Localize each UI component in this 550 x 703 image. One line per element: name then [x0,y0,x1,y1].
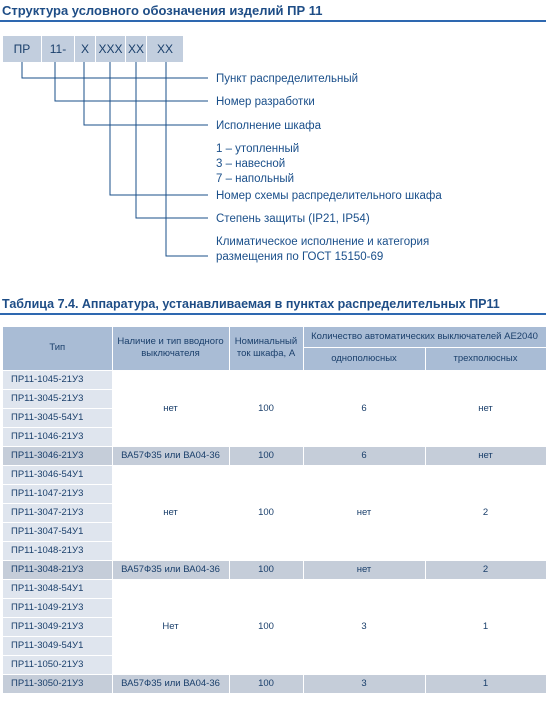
cell-type: ПР11-3048-54У1 [3,579,112,598]
code-part-xx-2: ХХ [147,36,183,62]
table-row [3,370,546,389]
cell-type: ПР11-3047-21У3 [3,503,112,522]
cell-rated-current: 100 [229,579,303,674]
cell-triple-pole: 1 [425,674,546,693]
cell-type: ПР11-3045-21У3 [3,389,112,408]
cell-rated-current: 100 [229,674,303,693]
cell-single-pole: нет [303,560,425,579]
cell-type: ПР11-3049-21У3 [3,617,112,636]
label-version-1: 1 – утопленный [216,143,300,155]
label-version-7: 7 – напольный [216,173,295,185]
cell-type: ПР11-1048-21У3 [3,541,112,560]
cell-type: ПР11-3050-21У3 [3,674,112,693]
table-title-rule [0,313,546,315]
cell-single-pole: 3 [303,579,425,674]
cell-type: ПР11-3046-21У3 [3,446,112,465]
connector-x [84,62,208,125]
cell-input-breaker: ВА57Ф35 или ВА04-36 [112,674,229,693]
label-cabinet-version: Исполнение шкафа [216,120,321,132]
connector-pr [22,62,208,78]
cell-input-breaker: нет [112,370,229,446]
code-part-x: Х [75,36,95,62]
table-row [3,446,546,465]
label-scheme-number: Номер схемы распределительного шкафа [216,190,442,202]
table-title: Таблица 7.4. Аппаратура, устанавливаемая в пунктах распределительных ПР11 [2,297,500,311]
connector-11 [55,62,208,101]
label-development-number: Номер разработки [216,96,315,108]
cell-triple-pole: 1 [425,579,546,674]
cell-triple-pole: 2 [425,560,546,579]
header-single-pole: однополюсных [303,347,425,370]
cell-input-breaker: ВА57Ф35 или ВА04-36 [112,560,229,579]
cell-single-pole: 3 [303,674,425,693]
code-part-pr: ПР [3,36,41,62]
cell-input-breaker: ВА57Ф35 или ВА04-36 [112,446,229,465]
cell-type: ПР11-1050-21У3 [3,655,112,674]
cell-type: ПР11-1047-21У3 [3,484,112,503]
code-part-xx-1: ХХ [126,36,146,62]
cell-type: ПР11-3047-54У1 [3,522,112,541]
cell-triple-pole: 2 [425,465,546,560]
label-climatic-2: размещения по ГОСТ 15150-69 [216,251,384,263]
cell-type: ПР11-1046-21У3 [3,427,112,446]
cell-rated-current: 100 [229,446,303,465]
cell-input-breaker: нет [112,465,229,560]
header-input-breaker: Наличие и тип вводного выключателя [112,327,229,370]
structure-title: Структура условного обозначения изделий ПР 11 [2,3,323,18]
table-row [3,465,546,484]
cell-input-breaker: Нет [112,579,229,674]
connector-xxx [110,62,208,195]
header-triple-pole: трехполюсных [425,347,546,370]
cell-triple-pole: нет [425,446,546,465]
header-breaker-count: Количество автоматических выключателей АЕ2040 [303,327,546,347]
code-part-11: 11- [42,36,74,62]
label-version-3: 3 – навесной [216,158,286,170]
cell-single-pole: 6 [303,370,425,446]
connector-xx-2 [166,62,208,256]
cell-type: ПР11-1049-21У3 [3,598,112,617]
label-distribution-point: Пункт распределительный [216,73,359,85]
table-row [3,560,546,579]
cell-triple-pole: нет [425,370,546,446]
cell-single-pole: нет [303,465,425,560]
cell-type: ПР11-3045-54У1 [3,408,112,427]
label-protection-degree: Степень защиты (IP21, IP54) [216,213,370,225]
cell-rated-current: 100 [229,465,303,560]
table-row [3,579,546,598]
cell-type: ПР11-3048-21У3 [3,560,112,579]
header-rated-current: Номинальный ток шкафа, А [229,327,303,370]
cell-rated-current: 100 [229,370,303,446]
cell-type: ПР11-3049-54У1 [3,636,112,655]
cell-rated-current: 100 [229,560,303,579]
equipment-table [3,327,547,694]
header-type: Тип [3,327,112,370]
cell-type: ПР11-3046-54У1 [3,465,112,484]
table-row [3,674,546,693]
label-climatic-1: Климатическое исполнение и категория [216,236,430,248]
table-body [3,370,546,693]
cell-single-pole: 6 [303,446,425,465]
cell-type: ПР11-1045-21У3 [3,370,112,389]
code-part-xxx: ХХХ [96,36,125,62]
